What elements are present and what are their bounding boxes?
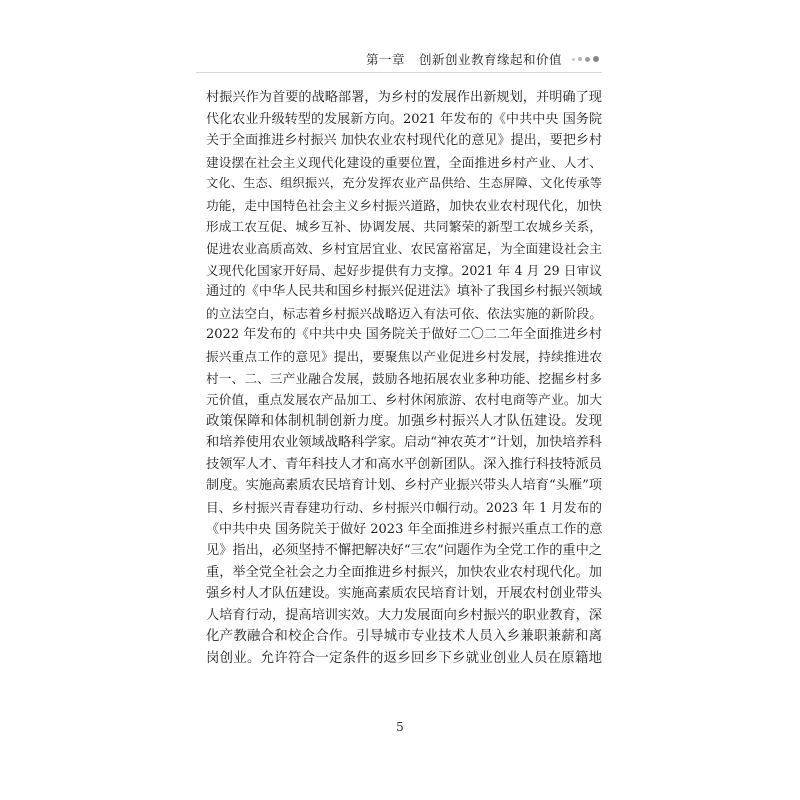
chapter-title: 创新创业教育缘起和价值 [418,52,562,67]
text-line: 村一、二、三产业融合发展，鼓励各地拓展农业多种功能、挖掘乡村多 [206,370,602,386]
text-line: 促进农业高质高效、乡村宜居宜业、农民富裕富足，为全面建设社会主 [206,241,602,257]
ornament-dot-icon [578,57,582,61]
running-head [366,50,599,68]
page-number: 5 [396,720,404,734]
text-line: 代化农业升级转型的发展新方向。2021 年发布的《中共中央 国务院 [206,111,602,127]
text-line: 通过的《中华人民共和国乡村振兴促进法》填补了我国乡村振兴领域 [206,284,602,300]
text-line: 《中共中央 国务院关于做好 2023 年全面推进乡村振兴重点工作的意 [206,521,602,537]
text-line: 义现代化国家开好局、起好步提供有力支撑。2021 年 4 月 29 日审议 [206,262,602,278]
header-rule [196,72,602,73]
body-text [206,87,602,670]
text-line: 元价值，重点发展农产品加工、乡村休闲旅游、农村电商等产业。加大 [206,392,602,408]
text-line: 和培养使用农业领域战略科学家。启动“神农英才”计划，加快培养科 [206,435,602,451]
text-line: 人培育行动，提高培训实效。大力发展面向乡村振兴的职业教育，深 [206,607,602,623]
text-line: 形成工农互促、城乡互补、协调发展、共同繁荣的新型工农城乡关系， [206,219,602,235]
text-line: 见》指出，必须坚持不懈把解决好“三农”问题作为全党工作的重中之 [206,543,602,559]
text-line: 目、乡村振兴青春建功行动、乡村振兴巾帼行动。2023 年 1 月发布的 [206,499,602,515]
text-line: 强乡村人才队伍建设。实施高素质农民培育计划，开展农村创业带头 [206,586,602,602]
text-line: 建设摆在社会主义现代化建设的重要位置，全面推进乡村产业、人才、 [206,154,602,170]
text-line: 技领军人才、青年科技人才和高水平创新团队。深入推行科技特派员 [206,456,602,472]
text-line: 化产教融合和校企合作。引导城市专业技术人员入乡兼职兼薪和离 [206,629,602,645]
text-line: 重，举全党全社会之力全面推进乡村振兴，加快农业农村现代化。加 [206,564,602,580]
text-line: 的立法空白，标志着乡村振兴战略迈入有法可依、依法实施的新阶段。 [206,305,602,321]
ornament-dot-icon [593,56,599,62]
text-line: 制度。实施高素质农民培育计划、乡村产业振兴带头人培育“头雁”项 [206,478,602,494]
text-line: 岗创业。允许符合一定条件的返乡回乡下乡就业创业人员在原籍地 [206,651,602,667]
ornament-dot-icon [585,57,590,62]
ornament-dot-icon [572,58,575,61]
header-dots-ornament [572,56,599,62]
text-line: 功能，走中国特色社会主义乡村振兴道路，加快农业农村现代化，加快 [206,197,602,213]
text-line: 村振兴作为首要的战略部署，为乡村的发展作出新规划，并明确了现 [206,90,602,105]
text-line: 2022 年发布的《中共中央 国务院关于做好二〇二二年全面推进乡村 [206,327,602,343]
text-line: 振兴重点工作的意见》提出，要聚焦以产业促进乡村发展，持续推进农 [206,348,602,364]
text-line: 文化、生态、组织振兴，充分发挥农业产品供给、生态屏障、文化传承等 [206,176,602,191]
chapter-number: 第一章 [365,52,405,67]
text-line: 政策保障和体制机制创新力度。加强乡村振兴人才队伍建设。发现 [206,413,602,429]
text-line: 关于全面推进乡村振兴 加快农业农村现代化的意见》提出，要把乡村 [206,133,602,149]
